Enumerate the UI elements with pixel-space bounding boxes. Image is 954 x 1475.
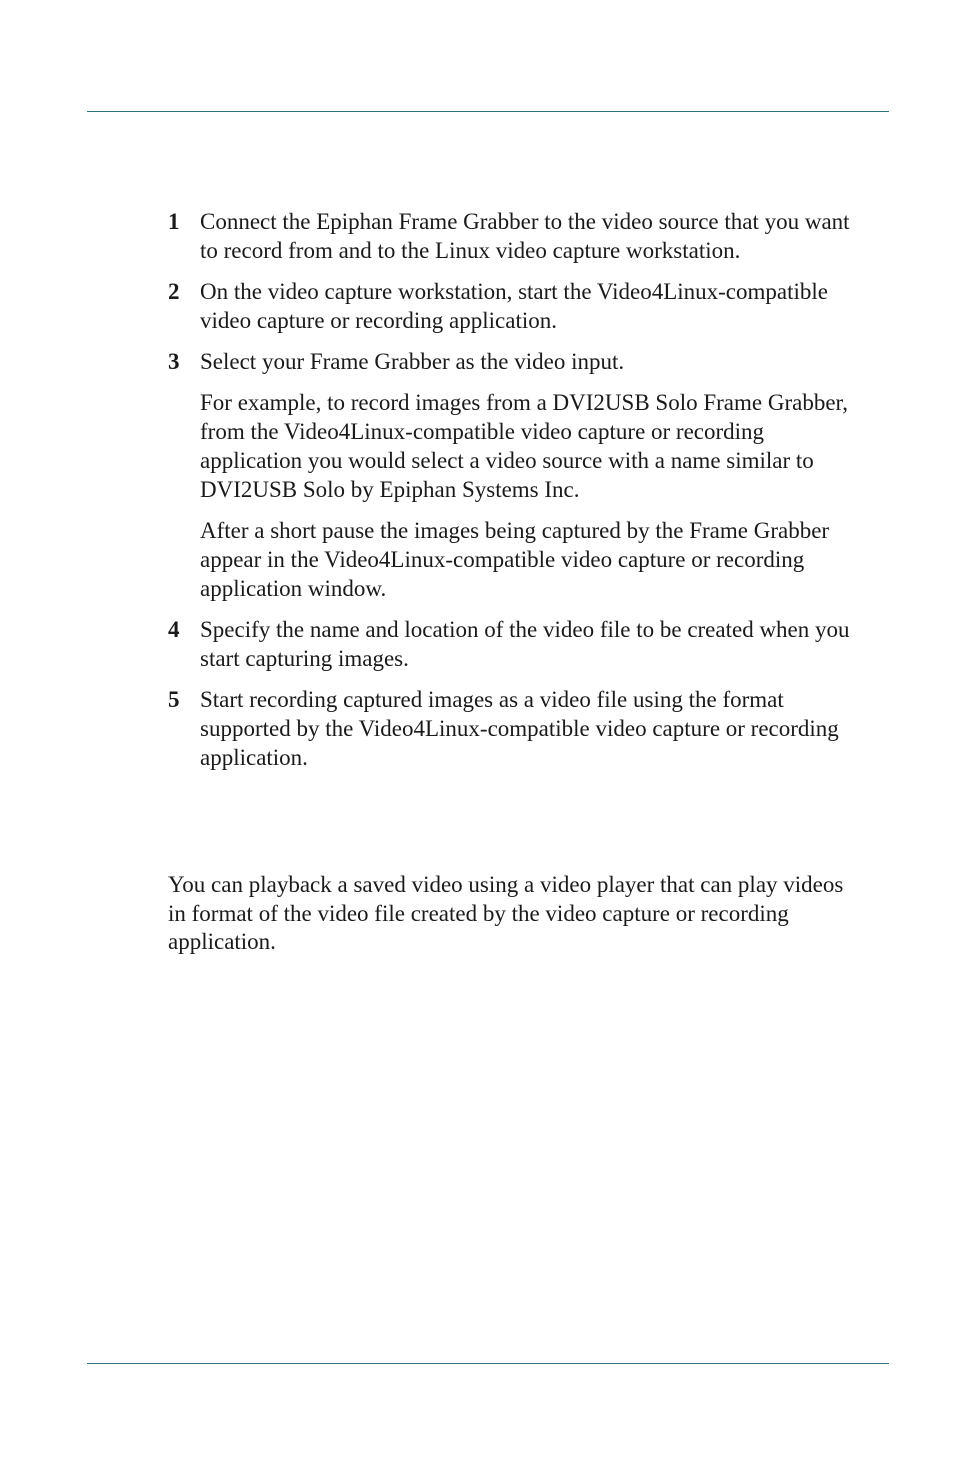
step-5 (168, 685, 868, 772)
step-note: After a short pause the images being captured by the Frame Grabber appear in the Video4Linux-compatible video capture or recording application window. (200, 518, 830, 601)
step-number: 2 (168, 279, 180, 304)
step-4 (168, 615, 868, 673)
steps-list (168, 207, 868, 784)
step-text: Select your Frame Grabber as the video input. (200, 349, 625, 374)
step-text: Specify the name and location of the video file to be created when you start capturing images. (200, 617, 850, 671)
step-1 (168, 207, 868, 265)
footer-rule (87, 1363, 889, 1364)
step-text: On the video capture workstation, start the Video4Linux-compatible video capture or recording application. (200, 279, 828, 333)
step-2 (168, 277, 868, 335)
step-body (200, 615, 868, 673)
step-body (200, 685, 868, 772)
step-number: 3 (168, 349, 180, 374)
step-body (200, 277, 868, 335)
step-3 (168, 347, 868, 603)
step-text: Start recording captured images as a video file using the format supported by the Video4Linux-compatible video capture or recording application. (200, 687, 839, 770)
step-number: 4 (168, 617, 180, 642)
step-note: For example, to record images from a DVI2USB Solo Frame Grabber, from the Video4Linux-compatible video capture or recording application you would select a video source with a name similar to DVI2USB Solo by Epiphan Systems Inc. (200, 390, 849, 502)
step-number: 1 (168, 209, 180, 234)
step-number: 5 (168, 687, 180, 712)
step-body (200, 347, 868, 603)
playback-paragraph: You can playback a saved video using a video player that can play videos in format of the video file created by the video capture or recording application. (168, 872, 844, 954)
step-body (200, 207, 868, 265)
header-rule (87, 111, 889, 112)
step-text: Connect the Epiphan Frame Grabber to the video source that you want to record from and to the Linux video capture workstation. (200, 209, 850, 263)
